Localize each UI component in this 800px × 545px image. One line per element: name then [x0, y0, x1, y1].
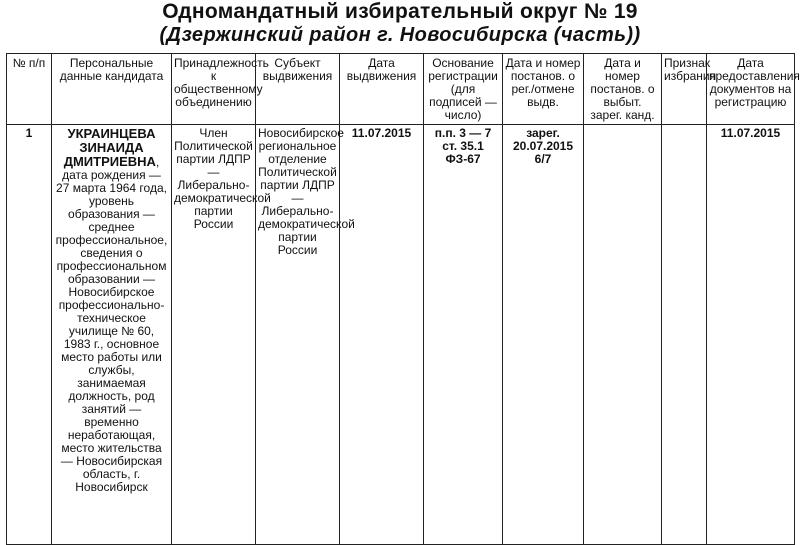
- page-subtitle: (Дзержинский район г. Новосибирска (часть)): [159, 24, 641, 46]
- nominator-cell: Новосибирское региональное отделение Политической партии ЛДПР — Либерально-демократической партии России: [256, 125, 340, 545]
- column-header-documents-date: Дата предоставления документов на регистрацию: [707, 54, 795, 125]
- column-header-candidate: Персональные данные кандидата: [52, 54, 172, 125]
- column-header-registration-resolution: Дата и номер постанов. о рег./отмене выдв.: [503, 54, 584, 125]
- affiliation-cell: Член Политической партии ЛДПР — Либерально-демократической партии России: [172, 125, 256, 545]
- column-header-affiliation: Принадлежность к общественному объединению: [172, 54, 256, 125]
- documents-date-cell: 11.07.2015: [707, 125, 795, 545]
- column-header-elected-flag: Признак избрания: [662, 54, 707, 125]
- column-header-registration-basis: Основание регистрации (для подписей — число): [424, 54, 503, 125]
- withdrawal-resolution-cell: [584, 125, 662, 545]
- nomination-date-cell: 11.07.2015: [340, 125, 424, 545]
- column-header-withdrawal-resolution: Дата и номер постанов. о выбыт. зарег. канд.: [584, 54, 662, 125]
- elected-flag-cell: [662, 125, 707, 545]
- registration-resolution-cell: зарег. 20.07.2015 6/7: [503, 125, 584, 545]
- row-number: 1: [7, 125, 52, 545]
- table-header-row: [7, 54, 795, 125]
- candidate-cell: [52, 125, 172, 545]
- column-header-num: № п/п: [7, 54, 52, 125]
- page-title: Одномандатный избирательный округ № 19: [162, 0, 638, 23]
- registration-basis-cell: п.п. 3 — 7 ст. 35.1 ФЗ-67: [424, 125, 503, 545]
- column-header-nomination-date: Дата выдвижения: [340, 54, 424, 125]
- candidates-table: [6, 53, 800, 545]
- column-header-nominator: Субъект выдвижения: [256, 54, 340, 125]
- candidate-name: УКРАИНЦЕВА ЗИНАИДА ДМИТРИЕВНА: [63, 126, 156, 169]
- candidate-details: , дата рождения — 27 марта 1964 года, уровень образования — среднее профессиональное, сведения о профессиональном образовании — Новосибирское профессионально-техническое училище № 60, 1983 г., основное место работы или службы, занимаемая должность, род занятий — временно неработающая, место жительства — Новосибирская область, г. Новосибирск: [55, 155, 168, 494]
- table-row: [7, 125, 795, 545]
